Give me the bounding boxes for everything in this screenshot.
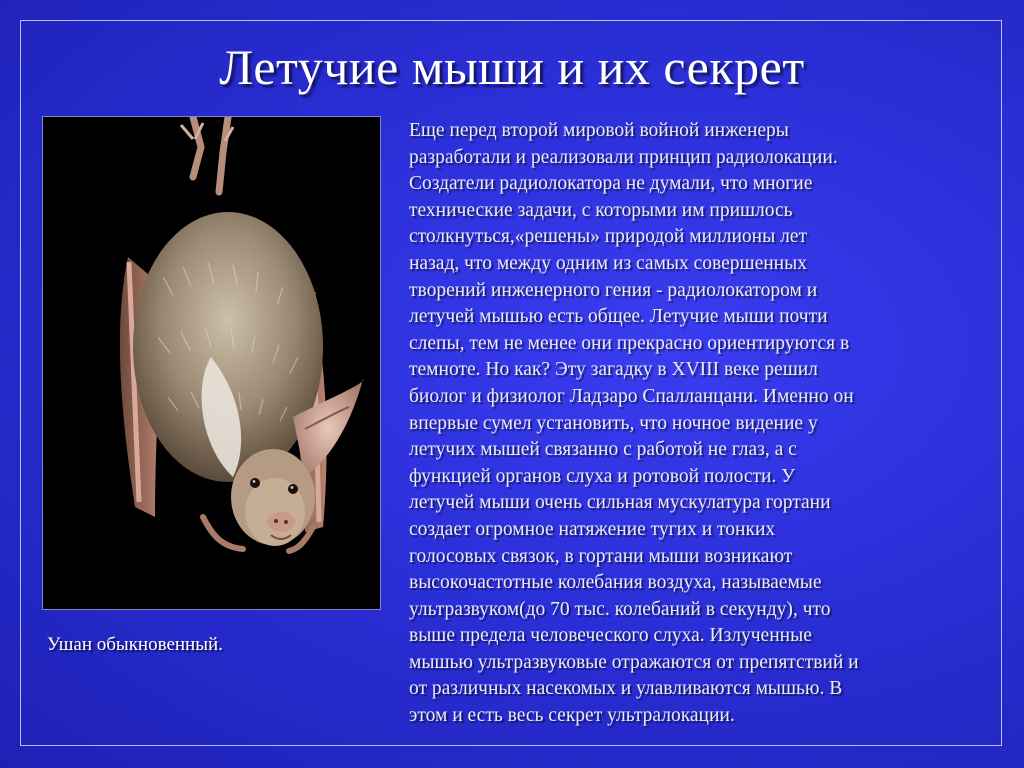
body-text-line: летучей мыши очень сильная мускулатура гортани: [409, 492, 831, 514]
body-text-line: разработали и реализовали принцип радиолокации.: [409, 146, 838, 168]
body-paragraph: [409, 118, 999, 730]
slide-title: Летучие мыши и их секрет: [219, 39, 805, 95]
body-text-line: впервые сумел установить, что ночное видение у: [409, 412, 818, 434]
body-text-line: Создатели радиолокатора не думали, что многие: [409, 173, 813, 195]
body-text-line: назад, что между одним из самых совершенных: [409, 252, 807, 274]
body-text-line: этом и есть весь секрет ультралокации.: [409, 705, 735, 727]
bat-photo: [42, 116, 381, 610]
body-text-line: выше предела человеческого слуха. Излученные: [409, 625, 812, 647]
body-text-line: от различных насекомых и улавливаются мышью. В: [409, 678, 843, 700]
body-text-line: темноте. Но как? Эту загадку в XVIII веке решил: [409, 359, 818, 381]
body-text-line: ультразвуком(до 70 тыс. колебаний в секунду), что: [409, 598, 831, 620]
body-text-line: высокочастотные колебания воздуха, называемые: [409, 572, 822, 594]
bat-illustration: [43, 117, 380, 609]
photo-caption: Ушан обыкновенный.: [47, 634, 223, 655]
body-text-line: голосовых связок, в гортани мыши возникают: [409, 545, 793, 567]
body-text-line: биолог и физиолог Ладзаро Спалланцани. Именно он: [409, 385, 854, 407]
body-text-line: летучих мышей связанно с работой не глаз, а с: [409, 439, 797, 461]
body-text-line: столкнуться,«решены» природой миллионы лет: [409, 226, 807, 248]
body-text-line: технические задачи, с которыми им пришлось: [409, 199, 793, 221]
body-text-line: летучей мышью есть общее. Летучие мыши почти: [409, 306, 828, 328]
body-text-line: создает огромное натяжение тугих и тонких: [409, 518, 776, 540]
body-text-line: творений инженерного гения - радиолокатором и: [409, 279, 818, 301]
body-text-line: Еще перед второй мировой войной инженеры: [409, 120, 789, 141]
body-text-line: мышью ультразвуковые отражаются от препятствий и: [409, 651, 859, 673]
body-text-line: слепы, тем не менее они прекрасно ориентируются в: [409, 332, 850, 354]
body-text-line: функцией органов слуха и ротовой полости. У: [409, 465, 795, 487]
